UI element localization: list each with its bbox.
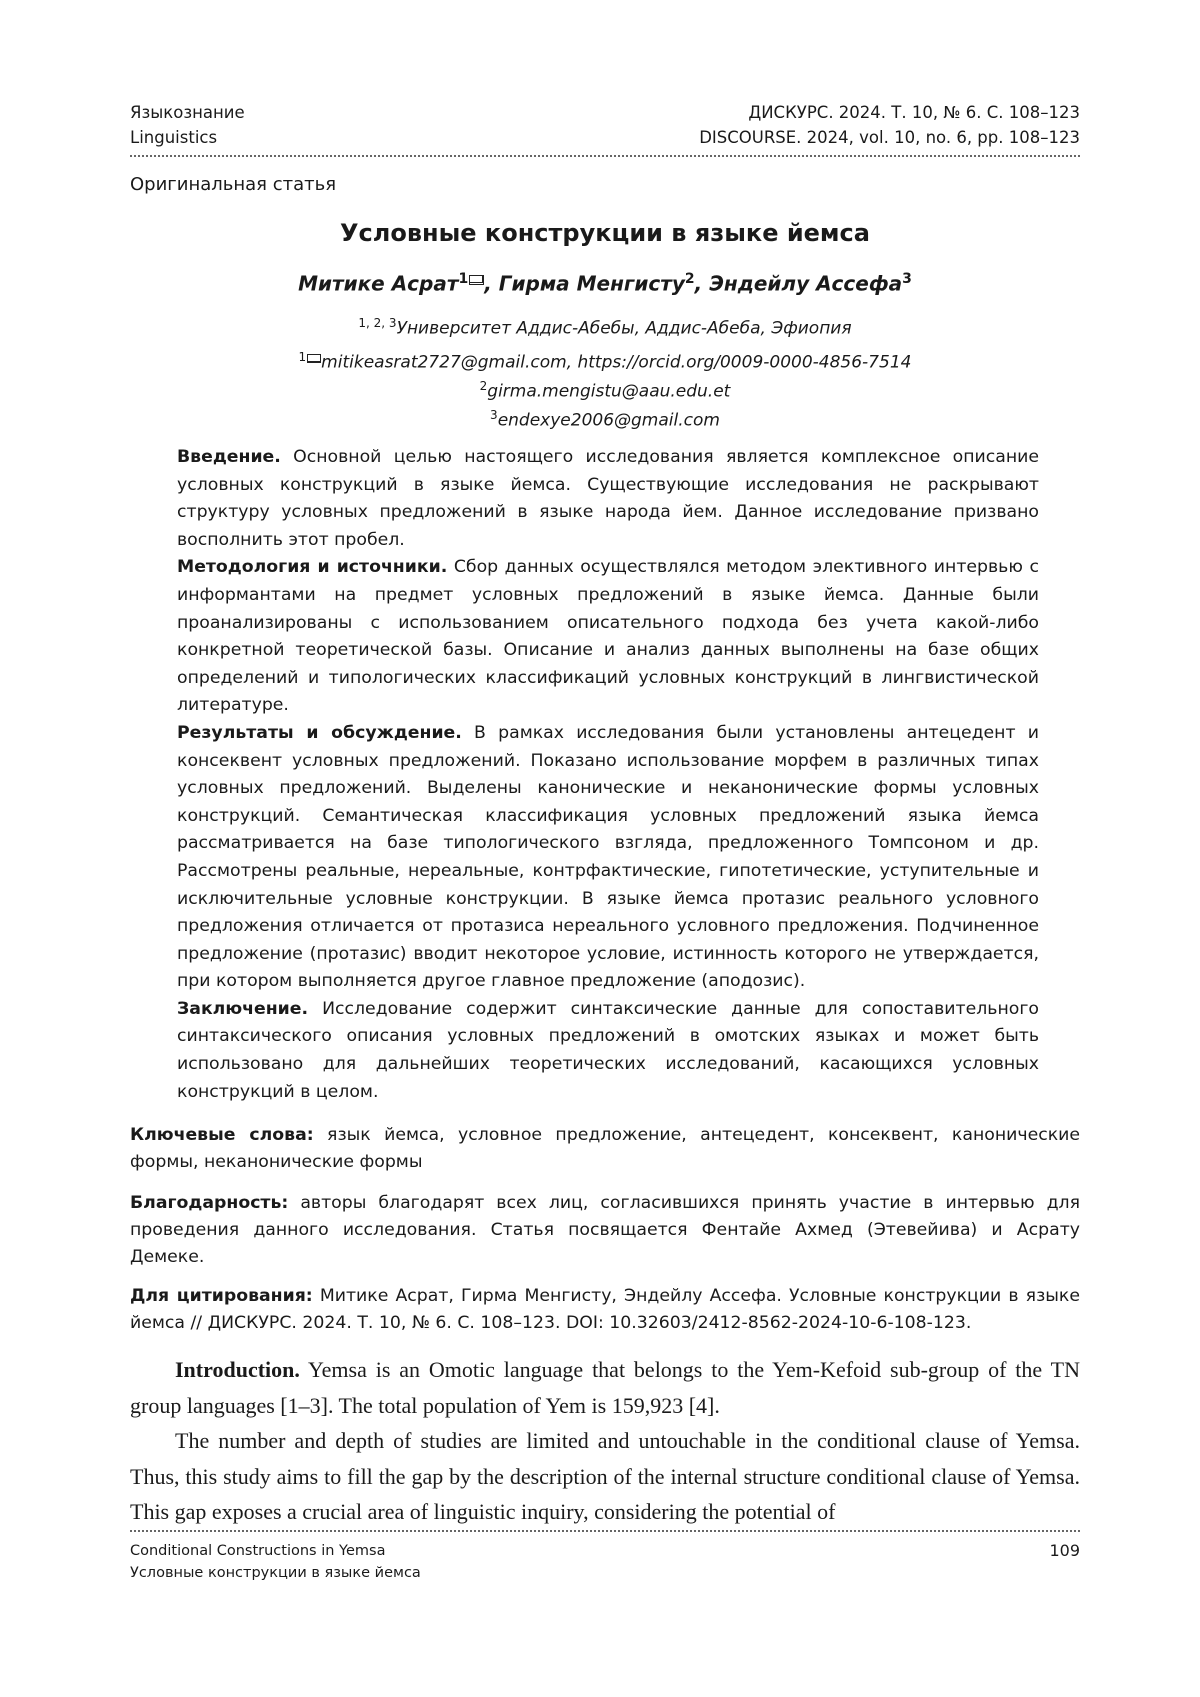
author-name: , Гирма Менгисту — [484, 271, 685, 296]
acknowledgments-label: Благодарность: — [130, 1193, 289, 1213]
page-number: 109 — [1049, 1541, 1080, 1560]
intro-paragraph — [130, 1352, 1080, 1423]
author-list — [130, 271, 1080, 296]
abstract-label: Результаты и обсуждение. — [177, 722, 462, 743]
abstract-text: Основной целью настоящего исследования является комплексное описание условных конструкций в языке йемса. Существующие исследования не раскрывают структуру условных предложений в языке народа йем. Данное исследование призвано восполнить этот пробел. — [177, 447, 1039, 550]
keywords-label: Ключевые слова: — [130, 1125, 314, 1145]
affiliation-sup: 1, 2, 3 — [358, 316, 397, 330]
contact-text: endexye2006@gmail.com — [497, 410, 720, 431]
abstract — [177, 444, 1039, 1106]
contact-text: mitikeasrat2727@gmail.com, https://orcid.org/0009-0000-4856-7514 — [321, 352, 912, 373]
citation-text: Митике Асрат, Гирма Менгисту, Эндейлу Ассефа. Условные конструкции в языке йемса // ДИСКУРС. 2024. Т. 10, № 6. С. 108–123. DOI: 10.32603/2412-8562-2024-10-6-108-123. — [130, 1286, 1080, 1333]
contact-line — [130, 379, 1080, 402]
abstract-paragraph — [177, 554, 1039, 720]
contact-line — [130, 350, 1080, 373]
intro-text: Yemsa is an Omotic language that belongs to the Yem-Kefoid sub-group of the TN group languages [1–3]. The total population of Yem is 159,923 [4]. — [130, 1357, 1080, 1418]
author-name: Митике Асрат — [298, 271, 459, 296]
contact-sup: 2 — [479, 379, 488, 393]
introduction — [130, 1352, 1080, 1530]
journal-ref-ru: ДИСКУРС. 2024. Т. 10, № 6. С. 108–123 — [748, 103, 1080, 122]
journal-ref-en: DISCOURSE. 2024, vol. 10, no. 6, pp. 108–123 — [699, 128, 1080, 147]
footer-title-en: Conditional Constructions in Yemsa — [130, 1543, 386, 1559]
abstract-paragraph — [177, 444, 1039, 554]
envelope-icon — [469, 275, 484, 285]
keywords — [130, 1122, 1080, 1176]
keywords-text: язык йемса, условное предложение, антецедент, консеквент, канонические формы, неканонические формы — [130, 1125, 1080, 1172]
acknowledgments — [130, 1190, 1080, 1271]
intro-label: Introduction. — [175, 1357, 300, 1382]
abstract-label: Методология и источники. — [177, 557, 448, 578]
envelope-icon — [307, 354, 321, 363]
section-ru: Языкознание — [130, 103, 245, 122]
contact-sup: 1 — [298, 350, 307, 364]
affiliation-text: Университет Аддис-Абебы, Аддис-Абеба, Эфиопия — [396, 318, 852, 339]
contact-sup: 3 — [490, 408, 498, 422]
footer-title-ru: Условные конструкции в языке йемса — [130, 1565, 421, 1581]
author-name: , Эндейлу Ассефа — [694, 271, 903, 296]
abstract-label: Заключение. — [177, 998, 309, 1019]
abstract-paragraph — [177, 996, 1039, 1106]
footer-divider — [130, 1530, 1080, 1532]
author-sup: 3 — [902, 271, 912, 287]
header-divider — [130, 155, 1080, 157]
abstract-paragraph — [177, 720, 1039, 996]
citation-label: Для цитирования: — [130, 1286, 313, 1306]
abstract-label: Введение. — [177, 447, 281, 467]
intro-paragraph: The number and depth of studies are limited and untouchable in the conditional clause of Yemsa. Thus, this study aims to fill the gap by the description of the internal structure conditional clause of Yemsa. This gap exposes a crucial area of linguistic inquiry, considering the potential of — [130, 1428, 1080, 1524]
section-en: Linguistics — [130, 128, 218, 147]
author-sup: 2 — [684, 271, 695, 287]
contact-line — [130, 408, 1080, 431]
author-sup: 1 — [458, 271, 469, 287]
affiliation — [130, 316, 1080, 339]
abstract-text: Сбор данных осуществлялся методом элективного интервью с информантами на предмет условных предложений в языке йемса. Данные были проанализированы с использованием описательного подхода без учета какой-либо конкретной теоретической базы. Описание и анализ данных выполнены на базе общих определений и типологических классификаций условных конструкций в лингвистической литературе. — [177, 557, 1039, 716]
acknowledgments-text: авторы благодарят всех лиц, согласившихся принять участие в интервью для проведения данного исследования. Статья посвящается Фентайе Ахмед (Этевейива) и Асрату Демеке. — [130, 1193, 1080, 1267]
running-header — [130, 100, 1080, 150]
article-type: Оригинальная статья — [130, 174, 337, 195]
citation — [130, 1283, 1080, 1337]
abstract-text: В рамках исследования были установлены антецедент и консеквент условных предложений. Показано использование морфем в различных типах условных предложений. Выделены канонические и неканонические формы условных конструкций. Семантическая классификация условных предложений языка йемса рассматривается на базе типологического взгляда, предложенного Томпсоном и др. Рассмотрены реальные, нереальные, контрфактические, гипотетические, уступительные и исключительные условные конструкции. В языке йемса протазис реального условного предложения отличается от протазиса нереального условного предложения. Подчиненное предложение (протазис) вводит некоторое условие, истинность которого не утверждается, при котором выполняется другое главное предложение (аподозис). — [177, 722, 1039, 992]
running-footer — [130, 1540, 1080, 1584]
abstract-text: Исследование содержит синтаксические данные для сопоставительного синтаксического описания условных предложений в омотских языках и может быть использовано для дальнейших теоретических исследований, касающихся условных конструкций в целом. — [177, 998, 1039, 1102]
contact-text: girma.mengistu@aau.edu.et — [487, 381, 731, 402]
article-title: Условные конструкции в языке йемса — [340, 219, 870, 247]
